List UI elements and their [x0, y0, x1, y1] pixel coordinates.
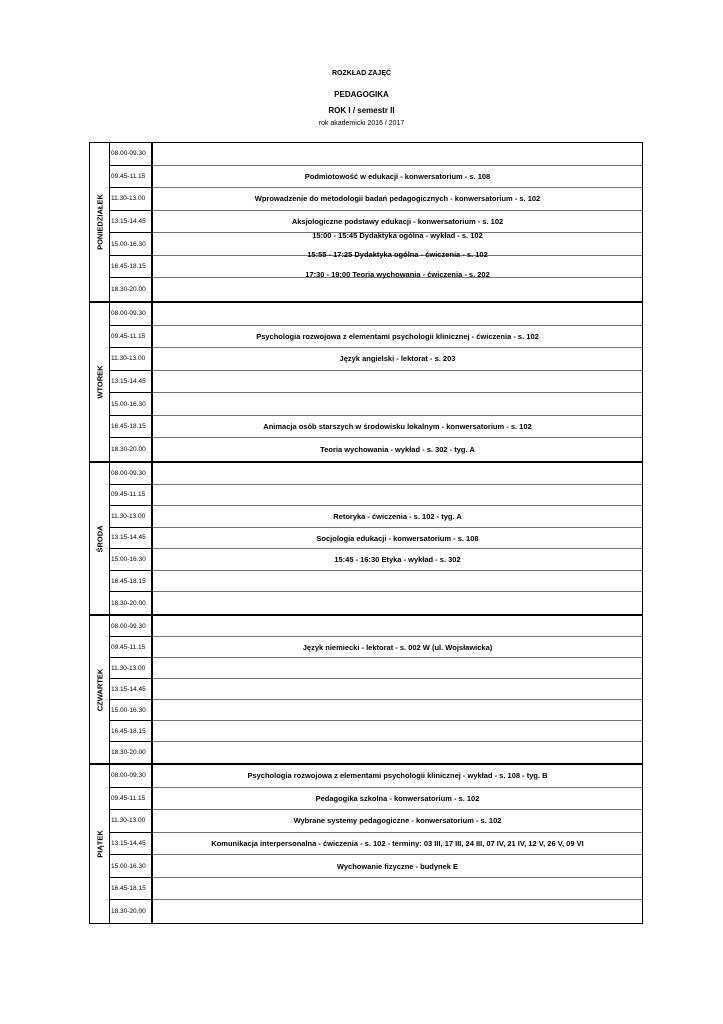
day-label [90, 616, 110, 763]
time-slot: 15.00-16.30 [110, 233, 152, 256]
day-label [90, 765, 110, 923]
row-divider [153, 678, 642, 679]
class-entry: Psychologia rozwojowa z elementami psychologii klinicznej - wykład - s. 108 - tyg. B [247, 771, 548, 781]
time-slot: 13.15-14.45 [110, 528, 152, 550]
row-divider [153, 437, 642, 438]
time-slot: 09.45-11.15 [110, 326, 152, 349]
time-slot: 13.15-14.45 [110, 833, 152, 856]
time-slot: 13.15-14.45 [110, 679, 152, 700]
time-slot: 15.00-16.30 [110, 855, 152, 878]
class-entry: Wychowanie fizyczne - budynek E [336, 861, 459, 871]
time-slot: 15.00-16.30 [110, 393, 152, 416]
class-entry: 15:55 - 17:25 Dydaktyka ogólna - ćwiczenia - s. 102 [307, 249, 488, 259]
row-divider [153, 187, 642, 188]
class-entry: 15:45 - 16:30 Etyka - wykład - s. 302 [334, 555, 461, 565]
time-slot: 11.30-13.00 [110, 506, 152, 528]
row-divider [153, 548, 642, 549]
time-column [110, 765, 152, 923]
row-divider [153, 636, 642, 637]
row-divider [153, 809, 642, 810]
day-name: PONIEDZIAŁEK [95, 194, 104, 250]
row-divider [153, 570, 642, 571]
time-slot: 18.30-20.00 [111, 749, 146, 756]
class-entry: Wprowadzenie do metodologii badań pedagogicznych - konwersatorium - s. 102 [254, 194, 541, 204]
class-entry: Język niemiecki - lektorat - s. 002 W (ul. Wojsławicka) [302, 642, 493, 652]
class-entry: Podmiotowość w edukacji - konwersatorium - s. 108 [304, 171, 491, 181]
day-label [90, 143, 110, 301]
content-column [152, 616, 642, 763]
day-block [89, 142, 643, 302]
time-slot: 18.30-20.00 [111, 599, 146, 607]
time-slot: 16.45-18.15 [110, 416, 152, 439]
row-divider [153, 877, 642, 878]
time-slot: 08.00-09.30 [110, 143, 152, 166]
time-slot: 11.30-13.00 [110, 658, 152, 679]
class-entry: Retoryka - ćwiczenia - s. 102 - tyg. A [333, 511, 462, 521]
time-slot: 09.45-11.15 [110, 485, 152, 507]
day-label [90, 303, 110, 461]
time-slot: 09.45-11.15 [110, 788, 152, 811]
day-block [89, 462, 643, 615]
time-slot: 08.00-09.30 [110, 463, 152, 485]
row-divider [153, 657, 642, 658]
time-slot: 08.00-09.30 [110, 765, 152, 788]
time-column [110, 616, 152, 763]
row-divider [153, 505, 642, 506]
content-column [152, 303, 642, 461]
time-slot: 08.00-09.30 [110, 303, 152, 326]
class-entry: Aksjologiczne podstawy edukacji - konwersatorium - s. 102 [291, 217, 504, 226]
time-slot: 18.30-20.00 [111, 446, 146, 454]
row-divider [153, 527, 642, 528]
time-slot: 18.30-20.00 [111, 908, 146, 916]
time-slot: 09.45-11.15 [110, 637, 152, 658]
content-column [152, 143, 642, 301]
time-slot: 11.30-13.00 [110, 188, 152, 211]
class-entry: 17:30 - 19:00 Teoria wychowania - ćwiczenia - s. 202 [305, 270, 490, 280]
time-column [110, 143, 152, 301]
row-divider [153, 325, 642, 326]
day-name: PIĄTEK [95, 830, 104, 858]
row-divider [153, 415, 642, 416]
day-block [89, 302, 643, 462]
time-column [110, 303, 152, 461]
time-slot: 16.45-18.15 [110, 571, 152, 593]
time-slot: 16.45-18.15 [110, 878, 152, 901]
content-column [152, 463, 642, 614]
time-slot: 08.00-09.30 [110, 616, 152, 637]
day-block [89, 764, 643, 924]
row-divider [153, 854, 642, 855]
class-entry: Wybrane systemy pedagogiczne - konwersatorium - s. 102 [293, 816, 502, 826]
time-slot: 16.45-18.15 [110, 256, 152, 279]
row-divider [153, 370, 642, 371]
time-slot: 18.30-20.00 [111, 286, 146, 294]
year-semester: ROK I / semestr II [328, 106, 395, 115]
row-divider [153, 720, 642, 721]
time-slot: 11.30-13.00 [110, 348, 152, 371]
program-name: PEDAGOGIKA [334, 90, 389, 99]
schedule-table [89, 142, 643, 924]
row-divider [153, 741, 642, 742]
time-slot: 09.45-11.15 [110, 166, 152, 189]
row-divider [153, 899, 642, 900]
class-entry: Animacja osób starszych w środowisku lokalnym - konwersatorium - s. 102 [263, 422, 532, 432]
class-entry: Pedagogika szkolna - konwersatorium - s. 102 [315, 793, 480, 803]
content-column [152, 765, 642, 923]
row-divider [153, 210, 642, 211]
time-slot: 13.15-14.45 [110, 211, 152, 234]
row-divider [153, 484, 642, 485]
time-slot: 11.30-13.00 [110, 810, 152, 833]
class-entry: Komunikacja interpersonalna - ćwiczenia - s. 102 - terminy: 03 III, 17 III, 24 III, 07 IV, 21 IV, 12 V, 26 V, 09 VI [211, 839, 584, 848]
time-slot: 16.45-18.15 [110, 721, 152, 742]
day-name: CZWARTEK [95, 668, 104, 711]
row-divider [153, 165, 642, 166]
schedule-title: ROZKŁAD ZAJĘĆ [331, 70, 392, 77]
row-divider [153, 591, 642, 592]
day-name: ŚRODA [95, 524, 104, 553]
class-entry: Język angielski - lektorat - s. 203 [339, 354, 456, 364]
time-slot: 15.00-16.30 [110, 549, 152, 571]
day-label [90, 463, 110, 614]
row-divider [153, 787, 642, 788]
time-column [110, 463, 152, 614]
row-divider [153, 832, 642, 833]
day-block [89, 615, 643, 764]
class-entry: Socjologia edukacji - konwersatorium - s. 108 [316, 533, 479, 543]
time-slot: 13.15-14.45 [110, 371, 152, 394]
class-entry: 15:00 - 15:45 Dydaktyka ogólna - wykład - s. 102 [312, 230, 483, 240]
class-entry: Teoria wychowania - wykład - s. 302 - tyg. A [320, 444, 475, 454]
row-divider [153, 347, 642, 348]
day-name: WTOREK [95, 365, 104, 399]
row-divider [153, 699, 642, 700]
time-slot: 15.00-16.30 [110, 700, 152, 721]
class-entry: Psychologia rozwojowa z elementami psychologii klinicznej - ćwiczenia - s. 102 [256, 331, 539, 341]
row-divider [153, 392, 642, 393]
academic-year: rok akademicki 2016 / 2017 [318, 120, 405, 127]
